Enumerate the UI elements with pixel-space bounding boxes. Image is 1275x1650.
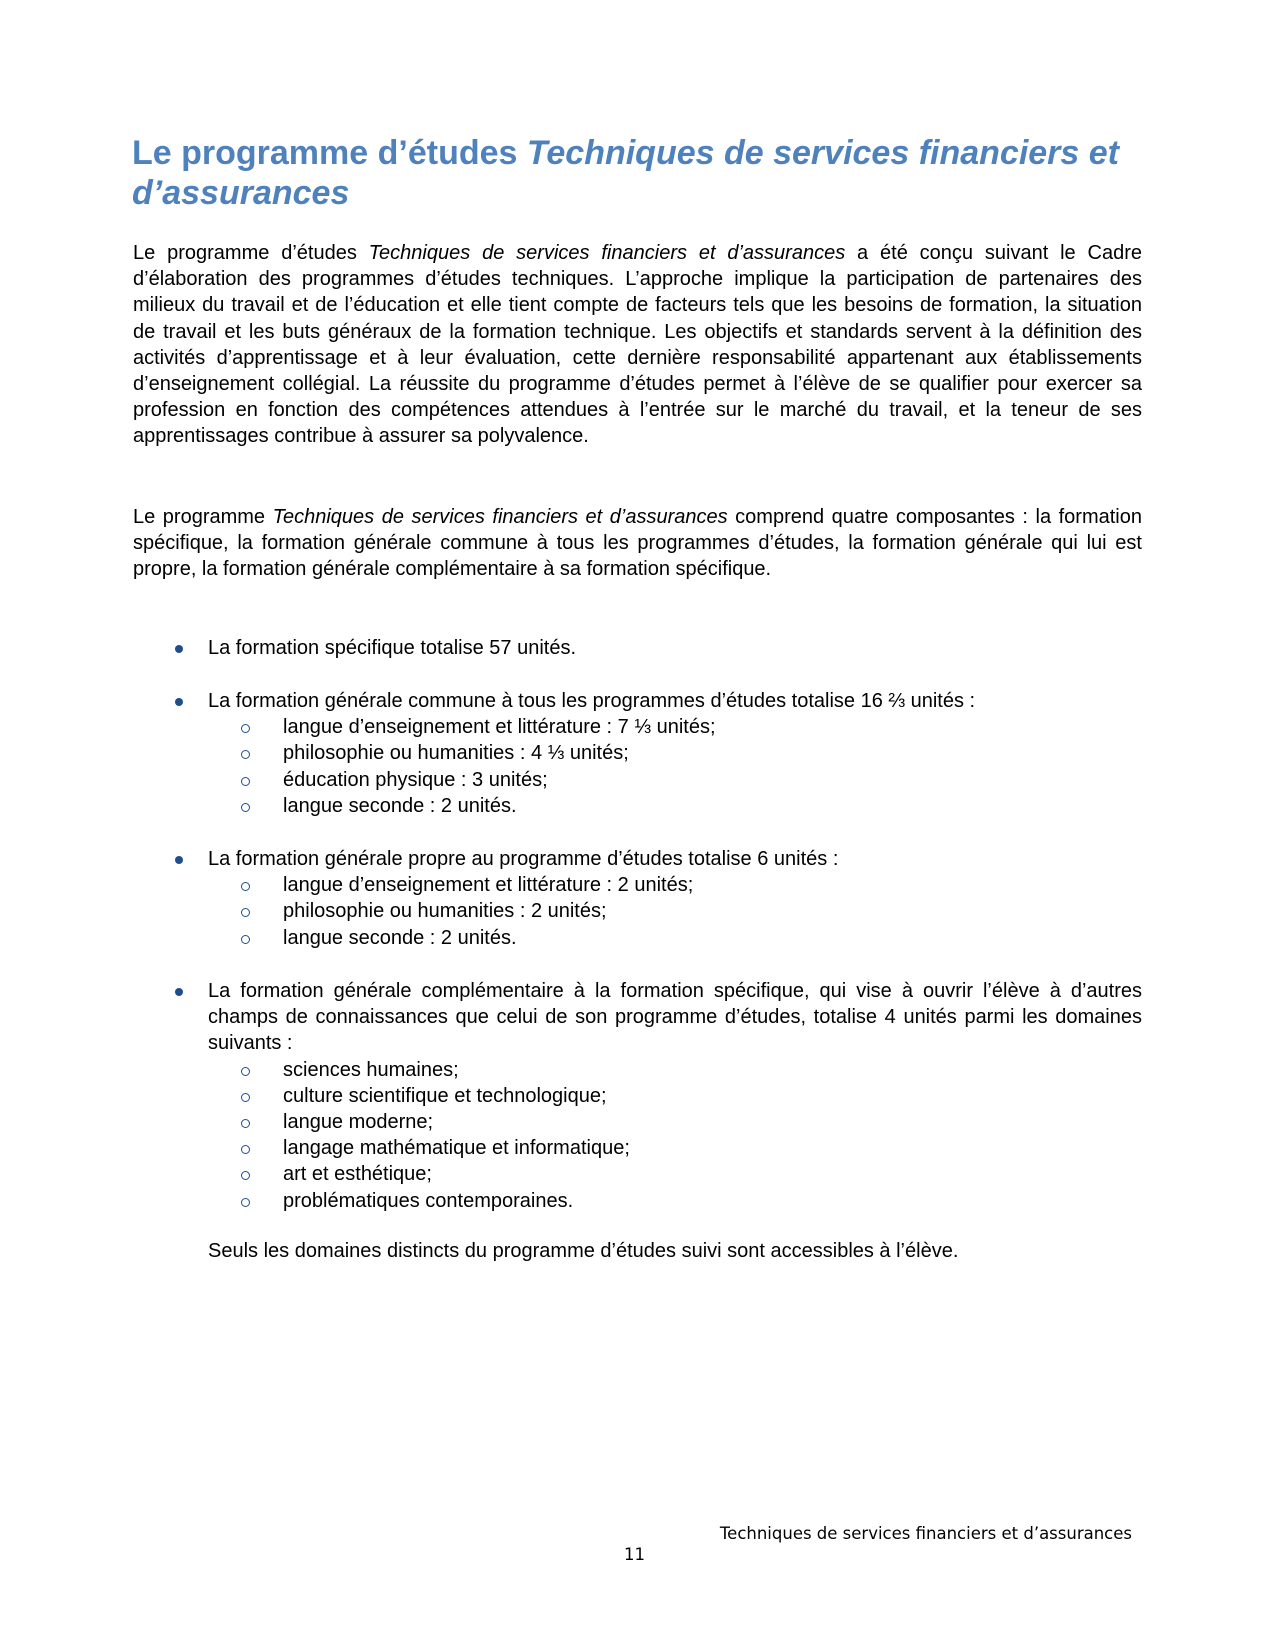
sub-list-item bbox=[208, 1057, 1142, 1083]
sub-list-item bbox=[208, 714, 1142, 740]
circle-bullet-icon bbox=[241, 750, 250, 759]
sub-list-item bbox=[208, 1135, 1142, 1161]
circle-bullet-icon bbox=[241, 1198, 250, 1207]
sub-list-item bbox=[208, 793, 1142, 819]
paragraph-text: a été conçu suivant le Cadre d’élaboration des programmes d’études techniques. L’approche implique la participation de partenaires des milieux du travail et de l’éducation et elle tient compte de facteurs tels que les besoins de formation, la situation de travail et les buts généraux de la formation technique. Les objectifs et standards servent à la définition des activités d’apprentissage et à leur évaluation, cette dernière responsabilité appartenant aux établissements d’enseignement collégial. La réussite du programme d’études permet à l’élève de se qualifier pour exercer sa profession en fonction des compétences attendues à l’entrée sur le marché du travail, et la teneur de ses apprentissages contribue à assurer sa polyvalence. bbox=[133, 242, 1143, 448]
paragraph-text: Le programme bbox=[133, 506, 273, 528]
circle-bullet-icon bbox=[241, 1093, 250, 1102]
title-program-name: Techniques de services financiers et d’assurances bbox=[132, 134, 1119, 212]
sub-item-text: langue seconde : 2 unités. bbox=[283, 926, 517, 949]
sub-list-item bbox=[208, 872, 1142, 898]
circle-bullet-icon bbox=[241, 1171, 250, 1180]
list-item bbox=[133, 978, 1142, 1214]
circle-bullet-icon bbox=[241, 777, 250, 786]
sub-item-text: sciences humaines; bbox=[283, 1058, 459, 1081]
sub-item-text: langue seconde : 2 unités. bbox=[283, 794, 517, 817]
sub-item-text: problématiques contemporaines. bbox=[283, 1189, 574, 1212]
sub-item-text: culture scientifique et technologique; bbox=[283, 1084, 607, 1107]
circle-bullet-icon bbox=[241, 724, 250, 733]
sub-list-item bbox=[208, 1161, 1142, 1187]
sub-item-text: art et esthétique; bbox=[283, 1163, 432, 1186]
sub-item-text: philosophie ou humanities : 4 ⅓ unités; bbox=[283, 742, 629, 765]
circle-bullet-icon bbox=[241, 882, 250, 891]
circle-bullet-icon bbox=[241, 935, 250, 944]
title-prefix: Le programme d’études bbox=[132, 134, 527, 172]
closing-note: Seuls les domaines distincts du programme d’études suivi sont accessibles à l’élève. bbox=[208, 1240, 959, 1262]
sub-list bbox=[208, 1057, 1142, 1214]
bullet-icon bbox=[175, 698, 183, 706]
sub-item-text: philosophie ou humanities : 2 unités; bbox=[283, 900, 607, 923]
paragraph-text: Le programme d’études bbox=[133, 242, 369, 264]
sub-list-item bbox=[208, 925, 1142, 951]
page-number: 11 bbox=[624, 1545, 645, 1564]
bullet-text: La formation spécifique totalise 57 unités. bbox=[208, 637, 576, 659]
sub-item-text: langue d’enseignement et littérature : 7 ⅓ unités; bbox=[283, 716, 716, 739]
footer-title: Techniques de services financiers et d’assurances bbox=[719, 1524, 1132, 1543]
sub-list-item bbox=[208, 740, 1142, 766]
sub-list-item bbox=[208, 1083, 1142, 1109]
sub-list-item bbox=[208, 1109, 1142, 1135]
sub-list-item bbox=[208, 898, 1142, 924]
bullet-icon bbox=[175, 988, 183, 996]
paragraph-text: comprend quatre composantes : la formation spécifique, la formation générale commune à tous les programmes d’études, la formation générale qui lui est propre, la formation générale complémentaire à sa formation spécifique. bbox=[133, 506, 1142, 581]
program-name-italic: Techniques de services financiers et d’assurances bbox=[272, 506, 728, 528]
sub-list-item bbox=[208, 1188, 1142, 1214]
circle-bullet-icon bbox=[241, 908, 250, 917]
component-list-own bbox=[133, 846, 1142, 951]
sub-list bbox=[208, 714, 1142, 819]
bullet-text: La formation générale complémentaire à la formation spécifique, qui vise à ouvrir l’élève à d’autres champs de connaissances que celui de son programme d’études, totalise 4 unités parmi les domaines suivants : bbox=[208, 980, 1142, 1055]
circle-bullet-icon bbox=[241, 1145, 250, 1154]
program-name-italic: Techniques de services financiers et d’assurances bbox=[368, 242, 846, 264]
bullet-text: La formation générale commune à tous les programmes d’études totalise 16 ⅔ unités : bbox=[208, 690, 976, 712]
bullet-icon bbox=[175, 645, 183, 653]
bullet-text: La formation générale propre au programme d’études totalise 6 unités : bbox=[208, 848, 839, 870]
intro-paragraph bbox=[133, 240, 1142, 450]
component-list-specific bbox=[133, 635, 1142, 661]
circle-bullet-icon bbox=[241, 1119, 250, 1128]
list-item bbox=[133, 688, 1142, 819]
sub-item-text: éducation physique : 3 unités; bbox=[283, 768, 548, 791]
sub-list bbox=[208, 872, 1142, 951]
component-list-complementary bbox=[133, 978, 1142, 1214]
list-item bbox=[133, 635, 1142, 661]
sub-item-text: langue d’enseignement et littérature : 2 unités; bbox=[283, 874, 694, 897]
sub-item-text: langue moderne; bbox=[283, 1111, 434, 1134]
page-title bbox=[132, 133, 1142, 213]
sub-list-item bbox=[208, 767, 1142, 793]
circle-bullet-icon bbox=[241, 1067, 250, 1076]
sub-item-text: langage mathématique et informatique; bbox=[283, 1137, 630, 1160]
list-item bbox=[133, 846, 1142, 951]
components-paragraph bbox=[133, 504, 1142, 583]
circle-bullet-icon bbox=[241, 803, 250, 812]
component-list-common bbox=[133, 688, 1142, 819]
bullet-icon bbox=[175, 856, 183, 864]
